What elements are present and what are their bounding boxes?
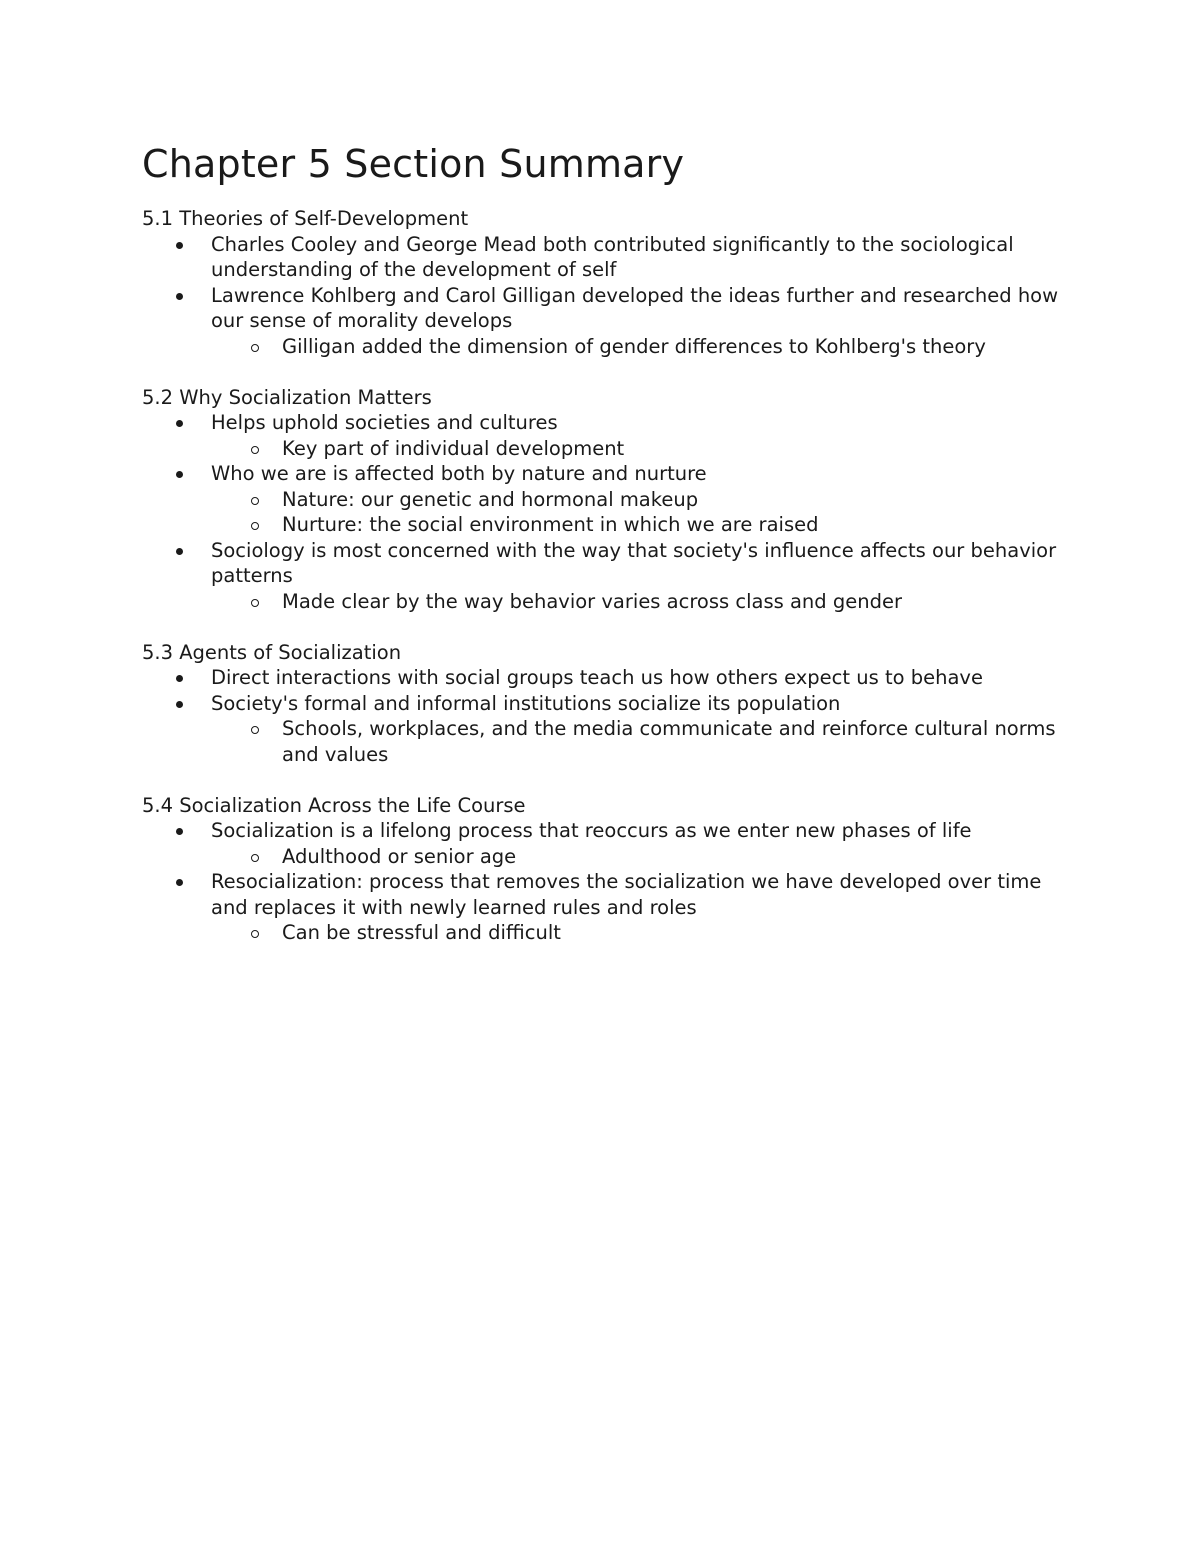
bullet-icon [176, 293, 183, 300]
list-item [142, 538, 1082, 615]
list-item-text: Society's formal and informal institutions socialize its population [211, 691, 841, 715]
list-item-text: Direct interactions with social groups teach us how others expect us to behave [211, 666, 983, 689]
sub-list-item [211, 920, 1082, 946]
section-heading: 5.1 Theories of Self-Development [142, 207, 469, 230]
hollow-bullet-icon [251, 497, 259, 505]
list-item-text: Who we are is affected both by nature and nurture [211, 462, 707, 485]
sub-list-item [211, 436, 1082, 462]
sub-list-item [211, 334, 1082, 360]
sub-list-item-text: Nature: our genetic and hormonal makeup [282, 487, 699, 511]
hollow-bullet-icon [251, 726, 259, 734]
sub-bullet-list [211, 487, 1082, 538]
section-5-4 [142, 793, 1082, 946]
bullet-icon [176, 701, 183, 708]
hollow-bullet-icon [251, 854, 259, 862]
sub-bullet-list [211, 920, 1082, 946]
sub-list-item-text: Nurture: the social environment in which we are raised [282, 513, 819, 536]
sub-list-item-text: Can be stressful and difficult [282, 921, 561, 944]
hollow-bullet-icon [251, 344, 259, 352]
bullet-icon [176, 879, 183, 886]
sub-list-item [211, 844, 1082, 870]
section-5-3 [142, 640, 1082, 768]
sub-list-item [211, 716, 1082, 767]
section-heading: 5.3 Agents of Socialization [142, 640, 402, 664]
sub-list-item-text: Adulthood or senior age [282, 844, 517, 868]
sub-list-item [211, 589, 1082, 615]
section-heading: 5.4 Socialization Across the Life Course [142, 793, 526, 817]
document-page [142, 140, 1082, 971]
section-5-2 [142, 385, 1082, 615]
sub-list-item-text: Schools, workplaces, and the media communicate and reinforce cultural norms and values [282, 717, 1056, 766]
page-title: Chapter 5 Section Summary [142, 142, 685, 186]
hollow-bullet-icon [251, 599, 259, 607]
list-item [142, 869, 1082, 946]
sub-list-item [211, 512, 1082, 538]
bullet-icon [176, 420, 183, 427]
sub-list-item-text: Key part of individual development [282, 436, 625, 460]
list-item [142, 232, 1082, 283]
list-item-text: Resocialization: process that removes the socialization we have developed over time and replaces it with newly learned rules and roles [211, 870, 1042, 919]
bullet-icon [176, 548, 183, 555]
bullet-icon [176, 242, 183, 249]
list-item-text: Helps uphold societies and cultures [211, 411, 558, 434]
sub-list-item-text: Gilligan added the dimension of gender differences to Kohlberg's theory [282, 334, 986, 358]
sub-bullet-list [211, 589, 1082, 615]
list-item-text: Charles Cooley and George Mead both contributed significantly to the sociological understanding of the development of self [211, 232, 1014, 281]
sub-bullet-list [211, 436, 1082, 462]
sub-list-item [211, 487, 1082, 513]
hollow-bullet-icon [251, 446, 259, 454]
bullet-list [142, 410, 1082, 614]
list-item-text: Sociology is most concerned with the way that society's influence affects our behavior patterns [211, 538, 1057, 587]
sub-list-item-text: Made clear by the way behavior varies across class and gender [282, 589, 902, 613]
list-item-text: Socialization is a lifelong process that reoccurs as we enter new phases of life [211, 819, 972, 842]
section-5-1 [142, 206, 1082, 359]
sub-bullet-list [211, 334, 1082, 360]
section-heading: 5.2 Why Socialization Matters [142, 385, 432, 409]
list-item [142, 410, 1082, 461]
bullet-icon [176, 828, 183, 835]
bullet-list [142, 818, 1082, 946]
bullet-icon [176, 675, 183, 682]
list-item [142, 665, 1082, 691]
bullet-list [142, 665, 1082, 767]
hollow-bullet-icon [251, 930, 259, 938]
list-item [142, 461, 1082, 538]
bullet-icon [176, 471, 183, 478]
sub-bullet-list [211, 844, 1082, 870]
list-item [142, 691, 1082, 768]
bullet-list [142, 232, 1082, 360]
hollow-bullet-icon [251, 522, 259, 530]
sub-bullet-list [211, 716, 1082, 767]
list-item [142, 818, 1082, 869]
list-item [142, 283, 1082, 360]
list-item-text: Lawrence Kohlberg and Carol Gilligan developed the ideas further and researched how our sense of morality develops [211, 283, 1059, 332]
